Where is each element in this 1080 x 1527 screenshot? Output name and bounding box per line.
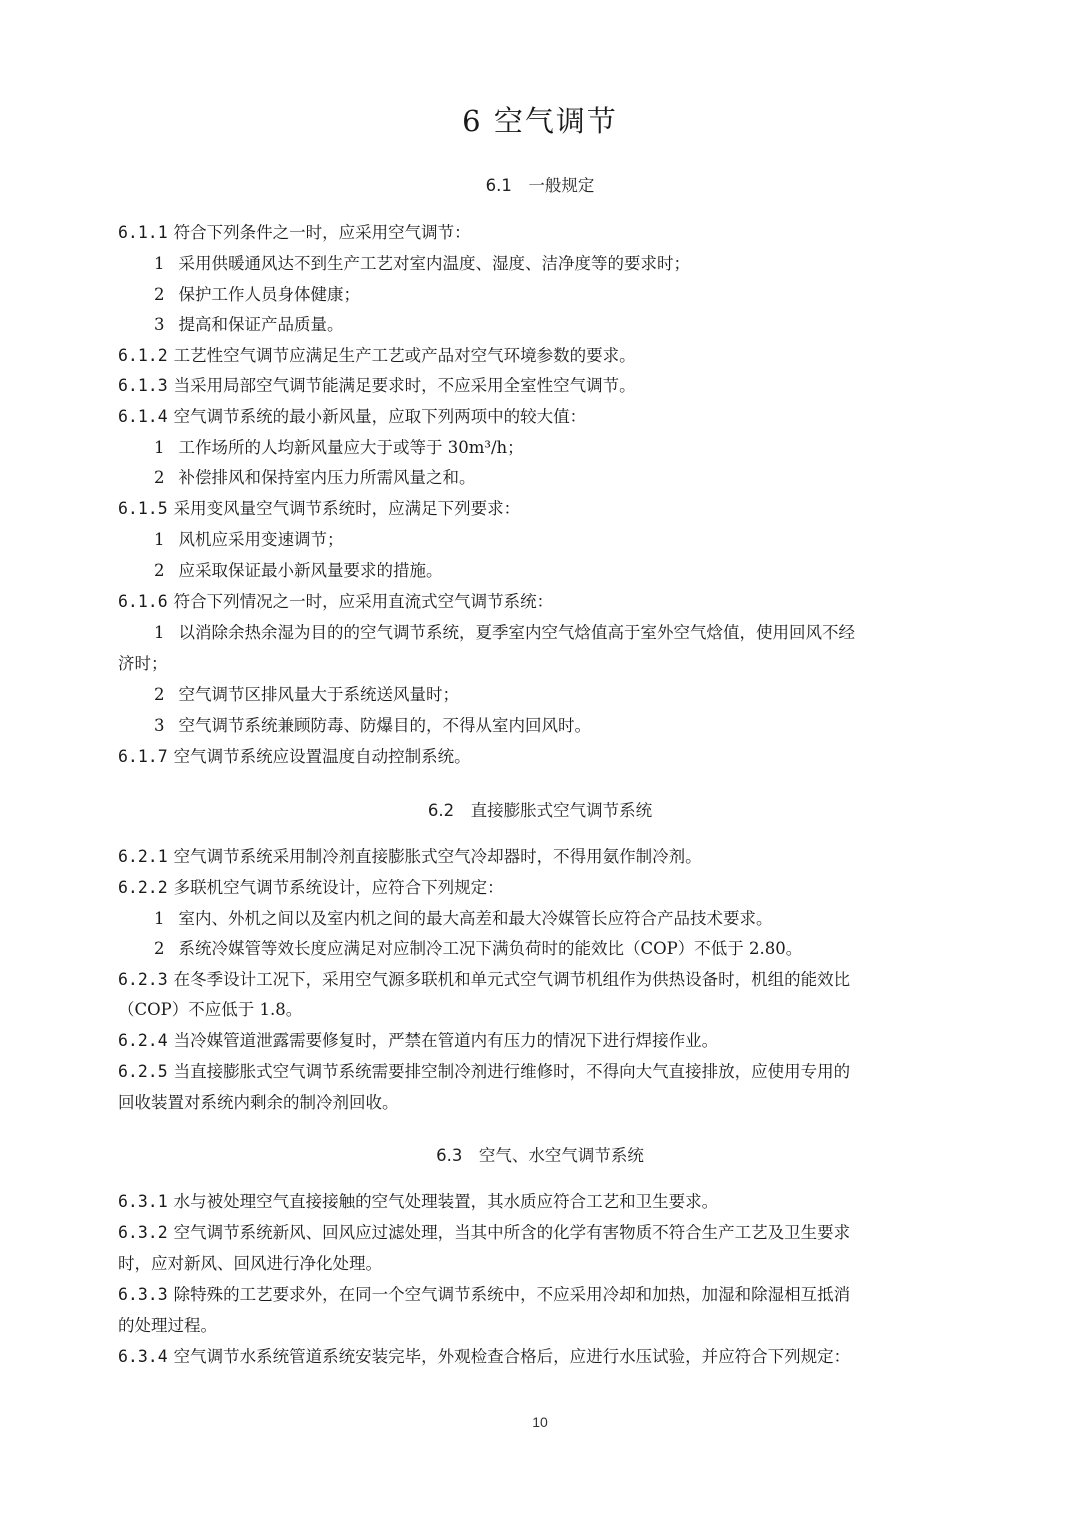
- clause-text: 工艺性空气调节应满足生产工艺或产品对空气环境参数的要求。: [173, 346, 636, 365]
- item-index: 1: [154, 254, 165, 273]
- item-index: 1: [154, 909, 165, 928]
- clause-number: 6.2.2: [118, 878, 168, 897]
- item-index: 1: [154, 623, 165, 642]
- page-number: 10: [532, 1414, 548, 1430]
- list-item: [154, 934, 802, 964]
- item-text: 提高和保证产品质量。: [178, 315, 344, 334]
- clause-text: 在冬季设计工况下，采用空气源多联机和单元式空气调节机组作为供热设备时，机组的能效比: [173, 970, 851, 989]
- item-index: 2: [154, 685, 165, 704]
- clause-text: 符合下列情况之一时，应采用直流式空气调节系统：: [173, 592, 554, 611]
- section-heading-6-2: 6.2 直接膨胀式空气调节系统: [427, 801, 653, 820]
- item-index: 2: [154, 561, 165, 580]
- clause-text: 空气调节系统采用制冷剂直接膨胀式空气冷却器时，不得用氨作制冷剂。: [173, 847, 702, 866]
- clause-continuation: 的处理过程。: [118, 1316, 217, 1335]
- clause-continuation: 回收装置对系统内剩余的制冷剂回收。: [118, 1093, 399, 1112]
- clause-6-3-1: [118, 1187, 718, 1217]
- clause-number: 6.1.5: [118, 499, 168, 518]
- clause-text: 空气调节系统的最小新风量，应取下列两项中的较大值：: [173, 407, 587, 426]
- list-item: [154, 249, 690, 279]
- item-index: 2: [154, 285, 165, 304]
- section-heading-6-1: 6.1 一般规定: [485, 176, 595, 195]
- clause-number: 6.1.4: [118, 407, 168, 426]
- clause-6-3-4: [118, 1342, 850, 1372]
- item-index: 2: [154, 939, 165, 958]
- clause-6-1-7: [118, 742, 471, 772]
- section-heading-6-3: 6.3 空气、水空气调节系统: [436, 1146, 644, 1165]
- page-title: 6 空气调节: [462, 104, 618, 138]
- item-text: 风机应采用变速调节；: [178, 530, 344, 549]
- clause-number: 6.1.1: [118, 223, 168, 242]
- list-item: [154, 711, 591, 741]
- item-text: 工作场所的人均新风量应大于或等于 30m³/h；: [178, 438, 524, 457]
- item-text: 应采取保证最小新风量要求的措施。: [178, 561, 443, 580]
- list-item: [154, 310, 344, 340]
- clause-text: 当直接膨胀式空气调节系统需要排空制冷剂进行维修时，不得向大气直接排放，应使用专用的: [173, 1062, 851, 1081]
- item-index: 2: [154, 468, 165, 487]
- clause-6-1-5: [118, 494, 520, 524]
- clause-text: 空气调节系统应设置温度自动控制系统。: [173, 747, 471, 766]
- clause-number: 6.3.4: [118, 1347, 168, 1366]
- clause-number: 6.2.4: [118, 1031, 168, 1050]
- clause-number: 6.3.3: [118, 1285, 168, 1304]
- item-text: 补偿排风和保持室内压力所需风量之和。: [178, 468, 476, 487]
- item-index: 3: [154, 716, 165, 735]
- clause-text: 符合下列条件之一时，应采用空气调节：: [173, 223, 471, 242]
- item-text: 以消除余热余湿为目的的空气调节系统，夏季室内空气焓值高于室外空气焓值，使用回风不经: [178, 623, 855, 642]
- clause-text: 水与被处理空气直接接触的空气处理装置，其水质应符合工艺和卫生要求。: [173, 1192, 719, 1211]
- clause-number: 6.2.5: [118, 1062, 168, 1081]
- clause-6-3-2: [118, 1218, 850, 1248]
- list-item: [154, 463, 476, 493]
- item-text: 空气调节区排风量大于系统送风量时；: [178, 685, 459, 704]
- clause-text: 除特殊的工艺要求外，在同一个空气调节系统中，不应采用冷却和加热，加湿和除湿相互抵消: [173, 1285, 851, 1304]
- clause-6-2-1: [118, 842, 702, 872]
- clause-6-2-2: [118, 873, 504, 903]
- clause-6-1-1: [118, 218, 471, 248]
- clause-6-1-3: [118, 371, 636, 401]
- list-item-continuation: 济时；: [118, 654, 168, 673]
- clause-number: 6.3.1: [118, 1192, 168, 1211]
- clause-6-1-4: [118, 402, 586, 432]
- list-item: [154, 680, 459, 710]
- list-item: [154, 904, 773, 934]
- clause-text: 当采用局部空气调节能满足要求时，不应采用全室性空气调节。: [173, 376, 636, 395]
- clause-number: 6.1.2: [118, 346, 168, 365]
- list-item: [154, 618, 855, 648]
- item-text: 保护工作人员身体健康；: [178, 285, 360, 304]
- item-index: 1: [154, 530, 165, 549]
- clause-6-3-3: [118, 1280, 850, 1310]
- list-item: [154, 433, 524, 463]
- clause-number: 6.3.2: [118, 1223, 168, 1242]
- clause-number: 6.2.1: [118, 847, 168, 866]
- clause-continuation: （COP）不应低于 1.8。: [118, 1000, 303, 1019]
- item-index: 3: [154, 315, 165, 334]
- item-text: 空气调节系统兼顾防毒、防爆目的，不得从室内回风时。: [178, 716, 591, 735]
- clause-text: 空气调节系统新风、回风应过滤处理，当其中所含的化学有害物质不符合生产工艺及卫生要求: [173, 1223, 851, 1242]
- clause-text: 多联机空气调节系统设计，应符合下列规定：: [173, 878, 504, 897]
- item-index: 1: [154, 438, 165, 457]
- clause-number: 6.2.3: [118, 970, 168, 989]
- list-item: [154, 525, 344, 555]
- clause-6-2-3: [118, 965, 850, 995]
- item-text: 系统冷媒管等效长度应满足对应制冷工况下满负荷时的能效比（COP）不低于 2.80。: [178, 939, 803, 958]
- clause-number: 6.1.7: [118, 747, 168, 766]
- list-item: [154, 556, 443, 586]
- clause-6-2-4: [118, 1026, 718, 1056]
- list-item: [154, 280, 360, 310]
- clause-6-2-5: [118, 1057, 850, 1087]
- clause-text: 空气调节水系统管道系统安装完毕，外观检查合格后，应进行水压试验，并应符合下列规定：: [173, 1347, 851, 1366]
- clause-6-1-2: [118, 341, 636, 371]
- item-text: 室内、外机之间以及室内机之间的最大高差和最大冷媒管长应符合产品技术要求。: [178, 909, 773, 928]
- clause-6-1-6: [118, 587, 553, 617]
- clause-text: 当冷媒管道泄露需要修复时，严禁在管道内有压力的情况下进行焊接作业。: [173, 1031, 719, 1050]
- clause-text: 采用变风量空气调节系统时，应满足下列要求：: [173, 499, 521, 518]
- clause-number: 6.1.6: [118, 592, 168, 611]
- clause-continuation: 时，应对新风、回风进行净化处理。: [118, 1254, 382, 1273]
- item-text: 采用供暖通风达不到生产工艺对室内温度、湿度、洁净度等的要求时；: [178, 254, 690, 273]
- clause-number: 6.1.3: [118, 376, 168, 395]
